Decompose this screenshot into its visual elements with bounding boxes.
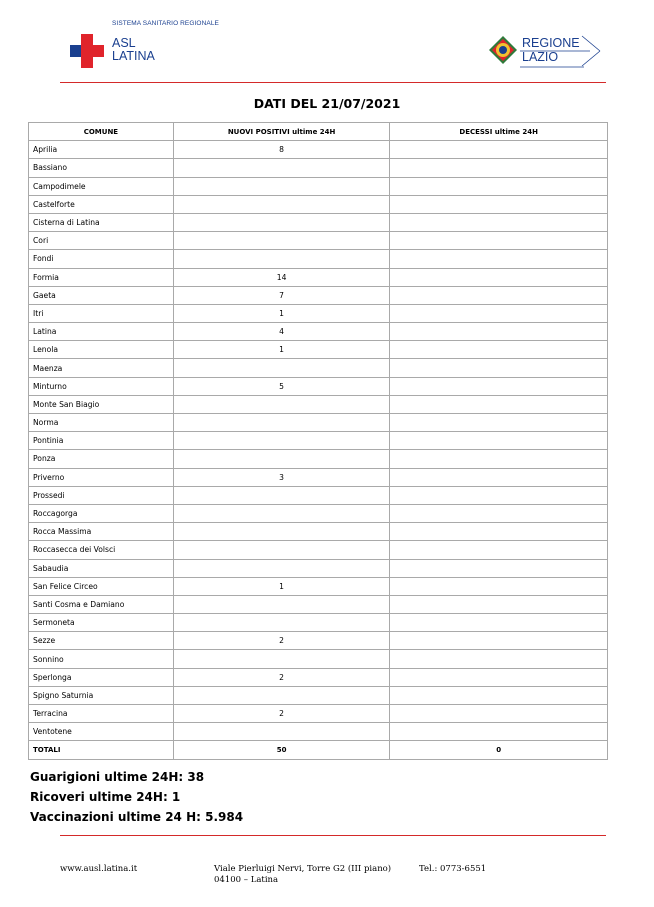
table-row [29,395,608,413]
cell-nuovi-positivi: 5 [173,377,390,395]
table-row [29,595,608,613]
cell-comune: Roccagorga [29,504,174,522]
cell-comune: Terracina [29,705,174,723]
table-row [29,486,608,504]
cell-nuovi-positivi [173,450,390,468]
region-line2: LAZIO [522,50,559,64]
covid-data-table [28,122,608,760]
cell-decessi [390,486,608,504]
cell-decessi [390,395,608,413]
cell-nuovi-positivi [173,595,390,613]
table-row [29,177,608,195]
cell-nuovi-positivi: 1 [173,577,390,595]
cell-comune: Cori [29,232,174,250]
cell-comune: Cisterna di Latina [29,213,174,231]
cell-decessi [390,705,608,723]
cell-decessi [390,341,608,359]
cell-decessi [390,523,608,541]
table-row [29,341,608,359]
asl-logo-text [112,37,155,63]
header-divider [60,82,606,83]
cell-nuovi-positivi [173,559,390,577]
cell-decessi [390,668,608,686]
cell-decessi [390,232,608,250]
table-row [29,286,608,304]
cell-comune: San Felice Circeo [29,577,174,595]
cell-nuovi-positivi [173,414,390,432]
cell-decessi [390,177,608,195]
cell-comune: Ponza [29,450,174,468]
table-row [29,577,608,595]
cell-decessi [390,359,608,377]
cell-nuovi-positivi [173,195,390,213]
cell-decessi [390,595,608,613]
table-body [29,141,608,741]
region-line1: REGIONE [522,36,580,50]
regione-lazio-lines-icon [520,34,602,68]
cell-comune: Rocca Massima [29,523,174,541]
cell-nuovi-positivi [173,359,390,377]
footer-address-line1: Viale Pierluigi Nervi, Torre G2 (III piano) [214,864,392,874]
cell-decessi [390,268,608,286]
table-row [29,159,608,177]
cell-comune: Norma [29,414,174,432]
cell-nuovi-positivi [173,650,390,668]
table-row [29,414,608,432]
table-row [29,632,608,650]
table-row [29,323,608,341]
regione-lazio-emblem-icon [488,35,518,65]
cell-nuovi-positivi [173,486,390,504]
cell-nuovi-positivi [173,213,390,231]
summary-vaccinazioni: Vaccinazioni ultime 24 H: 5.984 [30,810,244,824]
cell-comune: Gaeta [29,286,174,304]
cell-decessi [390,559,608,577]
cell-nuovi-positivi: 3 [173,468,390,486]
cell-nuovi-positivi: 7 [173,286,390,304]
cell-nuovi-positivi [173,504,390,522]
summary-guarigioni: Guarigioni ultime 24H: 38 [30,770,205,784]
cell-comune: Sonnino [29,650,174,668]
table-row [29,559,608,577]
cell-decessi [390,468,608,486]
cell-comune: Campodimele [29,177,174,195]
cell-decessi [390,159,608,177]
table-row [29,359,608,377]
footer-website[interactable]: www.ausl.latina.it [60,864,138,874]
cell-comune: Fondi [29,250,174,268]
cell-decessi [390,504,608,522]
cell-comune: Bassiano [29,159,174,177]
table-row [29,304,608,322]
cell-decessi [390,432,608,450]
table-row [29,504,608,522]
footer-divider [60,835,606,836]
footer-address-line2: 04100 – Latina [214,875,279,885]
cell-comune: Sezze [29,632,174,650]
cell-nuovi-positivi [173,232,390,250]
footer-address [214,864,391,886]
page-title: DATI DEL 21/07/2021 [253,96,401,111]
totals-label: TOTALI [29,741,174,759]
cell-comune: Monte San Biagio [29,395,174,413]
cell-nuovi-positivi [173,523,390,541]
table-row [29,195,608,213]
table-row [29,614,608,632]
cell-comune: Aprilia [29,141,174,159]
totals-decessi: 0 [390,741,608,759]
cell-comune: Sabaudia [29,559,174,577]
column-header-comune: COMUNE [29,123,174,141]
table-row [29,213,608,231]
table-row [29,650,608,668]
table-row [29,523,608,541]
cell-nuovi-positivi: 1 [173,304,390,322]
cell-decessi [390,195,608,213]
cell-nuovi-positivi [173,177,390,195]
cell-comune: Santi Cosma e Damiano [29,595,174,613]
table-row [29,232,608,250]
cell-decessi [390,414,608,432]
cell-decessi [390,250,608,268]
cell-nuovi-positivi: 2 [173,668,390,686]
table-row [29,541,608,559]
table-row [29,141,608,159]
cell-nuovi-positivi [173,159,390,177]
cell-comune: Formia [29,268,174,286]
cell-comune: Ventotene [29,723,174,741]
cell-nuovi-positivi: 1 [173,341,390,359]
cell-nuovi-positivi [173,250,390,268]
table-row [29,432,608,450]
cell-nuovi-positivi [173,614,390,632]
cell-decessi [390,377,608,395]
table-row [29,705,608,723]
cell-decessi [390,577,608,595]
cell-decessi [390,686,608,704]
table-row [29,377,608,395]
cell-decessi [390,304,608,322]
totals-row [29,741,608,759]
table-row [29,468,608,486]
cell-nuovi-positivi: 8 [173,141,390,159]
table-row [29,450,608,468]
asl-line1: ASL [112,36,136,50]
cell-comune: Minturno [29,377,174,395]
cell-comune: Roccasecca dei Volsci [29,541,174,559]
asl-subtitle: SISTEMA SANITARIO REGIONALE [112,20,219,27]
cell-nuovi-positivi: 14 [173,268,390,286]
cell-comune: Prossedi [29,486,174,504]
cell-nuovi-positivi [173,723,390,741]
cell-nuovi-positivi [173,686,390,704]
cell-nuovi-positivi [173,395,390,413]
totals-nuovi-positivi: 50 [173,741,390,759]
cell-decessi [390,286,608,304]
cell-nuovi-positivi: 4 [173,323,390,341]
table-row [29,668,608,686]
cell-decessi [390,650,608,668]
cell-decessi [390,213,608,231]
cell-decessi [390,614,608,632]
table-row [29,268,608,286]
cell-comune: Priverno [29,468,174,486]
footer-phone: Tel.: 0773-6551 [419,864,487,874]
cell-decessi [390,323,608,341]
column-header-decessi: DECESSI ultime 24H [390,123,608,141]
cell-comune: Spigno Saturnia [29,686,174,704]
cell-comune: Itri [29,304,174,322]
red-cross-icon [70,34,104,68]
cell-comune: Castelforte [29,195,174,213]
cell-comune: Latina [29,323,174,341]
cell-comune: Maenza [29,359,174,377]
table-row [29,686,608,704]
asl-line2: LATINA [112,49,155,63]
cell-decessi [390,632,608,650]
summary-ricoveri: Ricoveri ultime 24H: 1 [30,790,181,804]
cell-nuovi-positivi [173,432,390,450]
cell-comune: Pontinia [29,432,174,450]
table-row [29,250,608,268]
table-row [29,723,608,741]
cell-decessi [390,450,608,468]
cell-decessi [390,723,608,741]
cell-nuovi-positivi: 2 [173,632,390,650]
cell-comune: Sperlonga [29,668,174,686]
cell-comune: Sermoneta [29,614,174,632]
cell-nuovi-positivi: 2 [173,705,390,723]
cell-nuovi-positivi [173,541,390,559]
table-header-row [29,123,608,141]
column-header-nuovi-positivi: NUOVI POSITIVI ultime 24H [173,123,390,141]
cell-decessi [390,541,608,559]
cell-decessi [390,141,608,159]
cell-comune: Lenola [29,341,174,359]
